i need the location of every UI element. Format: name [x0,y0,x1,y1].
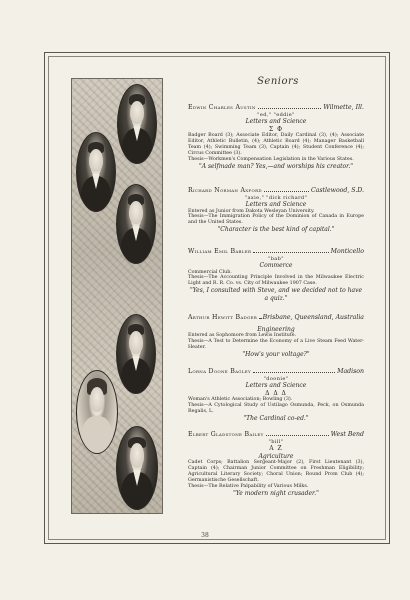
senior-activities: Entered as Junior from Dakota Wesleyan University. [188,208,315,214]
senior-quote: "Yes, I consulted with Steve, and we decided not to have a quiz." [189,287,363,302]
senior-entry [188,431,364,497]
senior-course: Letters and Science [245,382,307,389]
senior-name: Elbert Gladstone Bailey [188,431,264,438]
senior-greek-letters: Σ Φ [268,125,284,133]
senior-hometown: Wilmette, Ill. [323,104,364,111]
senior-entry [188,314,364,359]
senior-greek-letters: Α Ζ [269,445,283,452]
senior-name: Lorna Doone Bagley [188,368,251,375]
senior-activities: Commercial Club. [188,269,232,275]
senior-quote: "Ye modern night crusader." [233,489,319,497]
portrait-austin [117,84,157,164]
senior-nicknames: "bab" [268,255,284,262]
page-heading: Seniors [257,76,299,87]
senior-course: Letters and Science [245,201,307,208]
senior-thesis: Thesis—The Immigration Policy of the Dominion of Canada in Europe and the United States. [188,214,364,226]
senior-hometown: Madison [337,368,364,375]
senior-name: Richard Norman Axford [188,187,262,194]
senior-hometown: Monticello [330,248,364,255]
senior-quote: "Character is the best kind of capital." [217,226,335,234]
senior-course: Letters and Science [245,118,307,125]
senior-greek-letters: Δ Δ Δ [265,389,287,397]
senior-course: Engineering [257,325,295,333]
senior-quote: "How's your voltage?" [242,351,310,359]
senior-activities: Cadet Corps; Battalion Sergeant-Major (2), First Lieutenant (3), Captain (4); Chairman Junior Committee on Freshman Eligibility; Agricultural Literary Society; Choral Union; Round Prom Club (4); Germanistische Gesellschaft. [188,460,364,483]
senior-entry [188,248,364,302]
senior-nicknames: "axie," "dick richard" [244,194,308,201]
portrait-bagley [76,370,118,454]
portrait-axford [76,132,116,212]
portrait-babler [116,184,156,264]
senior-activities: Woman's Athletic Association; Bowling (3). [188,397,293,402]
page-number: 38 [201,532,209,539]
senior-thesis: Thesis—A Test to Determine the Economy of a Live Steam Feed Water-Heater. [188,339,364,351]
senior-entry [188,104,364,170]
senior-course: Commerce [259,262,293,269]
senior-entry [188,368,364,422]
senior-thesis: Thesis—The Relative Palpability of Various Milks. [188,483,309,489]
senior-hometown: West Bend [330,431,364,438]
senior-activities: Badger Board (3); Associate Editor, Daily Cardinal (3), (4); Associate Editor, Athletic Bulletin, (4); Athletic Board (4); Manager Basketball Team (4); Swimming Team (3), Captain (4); Student Conference (4); Circus Committee (3). [188,133,364,156]
senior-thesis: Thesis—The Accounting Principle Involved in the Milwaukee Electric Light and R. R. Co. vs. City of Milwaukee 1907 Case. [188,275,364,287]
senior-thesis: Thesis—A Cytological Study of Ustilago Osmunda, Peck, on Osmunda Regalis, L. [188,402,364,414]
senior-quote: "A selfmade man? Yes,—and worships his creator." [198,162,354,170]
senior-hometown: Brisbane, Queensland, Australia [262,314,364,321]
senior-entry [188,187,364,234]
senior-name: Arthur Hewitt Badger [188,314,258,321]
senior-activities: Entered as Sophomore from Lewis Institute. [188,333,297,339]
portrait-bailey [116,426,158,510]
senior-course: Agriculture [258,452,294,460]
senior-quote: "The Cardinal co-ed." [243,414,309,422]
portrait-badger [116,314,156,394]
senior-nicknames: "doonie" [263,375,289,382]
senior-name: Edwin Charles Austin [188,104,256,111]
senior-nicknames: "bill" [268,438,284,445]
senior-thesis: Thesis—Workmen's Compensation Legislation in the Various States. [188,156,354,162]
senior-hometown: Castlewood, S.D. [310,187,364,194]
senior-name: William Emil Babler [188,248,252,255]
senior-nicknames: "ed," "eddie" [257,111,295,118]
